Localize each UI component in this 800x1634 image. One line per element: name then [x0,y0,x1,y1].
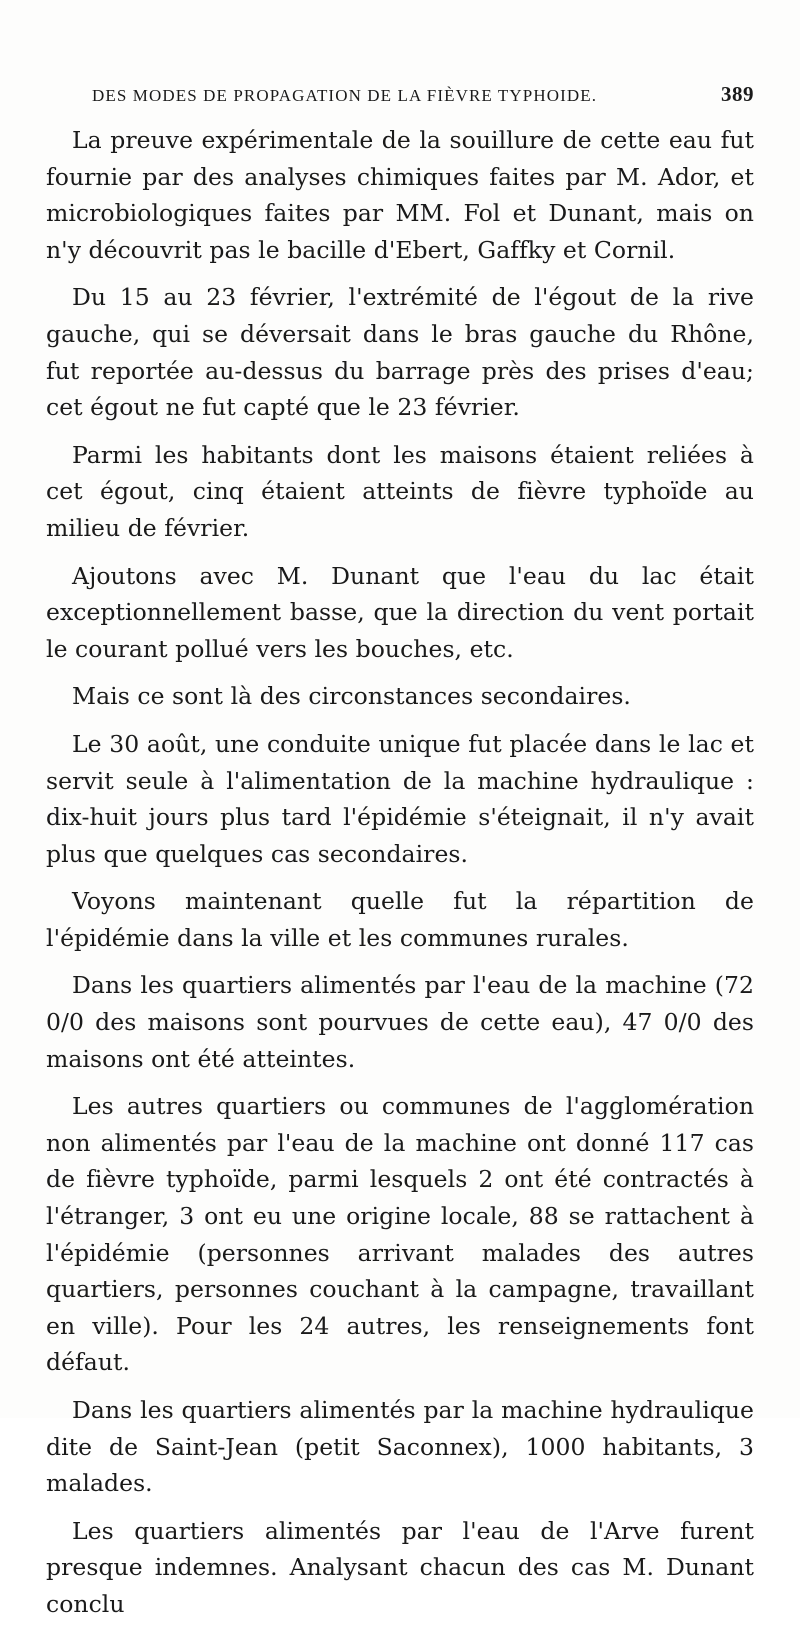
running-title: DES MODES DE PROPAGATION DE LA FIÈVRE TYPHOIDE. [92,86,598,105]
running-head [92,82,754,112]
paragraph-11: Les quartiers alimentés par l'eau de l'Arve furent presque indemnes. Analysant chacun des cas M. Dunant conclu [46,1516,754,1618]
paragraph-1: La preuve expérimentale de la souillure de cette eau fut fournie par des analyses chimiques faites par M. Ador, et microbiologiques faites par MM. Fol et Dunant, mais on n'y découvrit pas le bacille d'Ebert, Gaffky et Cornil. [46,126,754,264]
paragraph-3: Parmi les habitants dont les maisons étaient reliées à cet égout, cinq étaient atteints de fièvre typhoïde au milieu de février. [46,440,754,542]
paragraph-8: Dans les quartiers alimentés par l'eau de la machine (72 0/0 des maisons sont pourvues de cette eau), 47 0/0 des maisons ont été atteintes. [46,971,754,1073]
paragraph-2: Du 15 au 23 février, l'extrémité de l'égout de la rive gauche, qui se déversait dans le bras gauche du Rhône, fut reportée au-dessus du barrage près des prises d'eau; cet égout ne fut capté que le 23 février. [46,283,754,422]
page-number: 389 [721,82,754,106]
paragraph-4: Ajoutons avec M. Dunant que l'eau du lac était exceptionnellement basse, que la direction du vent portait le courant pollué vers les bouches, etc. [46,561,754,663]
body-text [46,122,754,1634]
paragraph-9: Les autres quartiers ou communes de l'agglomération non alimentés par l'eau de la machine ont donné 117 cas de fièvre typhoïde, parmi lesquels 2 ont été contractés à l'étranger, 3 ont eu une origine locale, 88 se rattachent à l'épidémie (personnes arrivant malades des autres quartiers, personnes couchant à la campagne, travaillant en ville). Pour les 24 autres, les renseignements font défaut. [46,1092,754,1377]
paragraph-6: Le 30 août, une conduite unique fut placée dans le lac et servit seule à l'alimentation de la machine hydraulique : dix-huit jours plus tard l'épidémie s'éteignait, il n'y avait plus que quelques cas secondaires. [46,729,754,868]
paragraph-5: Mais ce sont là des circonstances secondaires. [72,682,631,711]
paragraph-7: Voyons maintenant quelle fut la répartition de l'épidémie dans la ville et les communes rurales. [46,887,754,952]
paragraph-10: Dans les quartiers alimentés par la machine hydraulique dite de Saint-Jean (petit Saconnex), 1000 habitants, 3 malades. [46,1396,754,1498]
